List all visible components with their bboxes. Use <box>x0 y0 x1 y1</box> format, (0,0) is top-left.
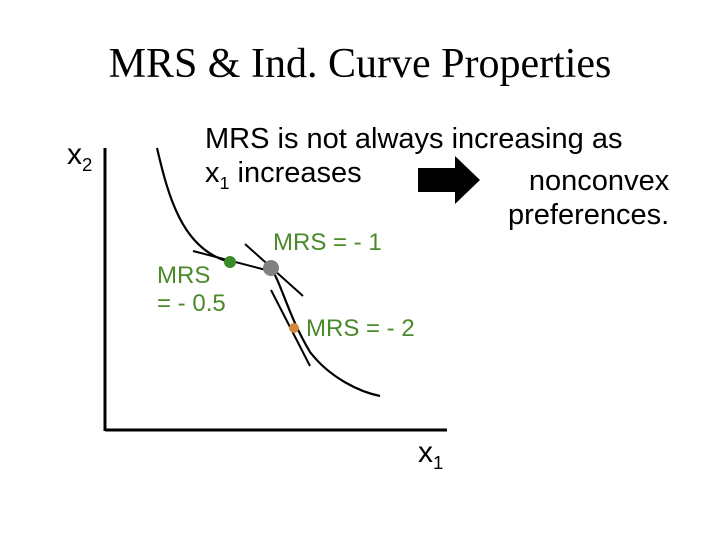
tangency-point-half <box>224 256 236 268</box>
mrs-label-half-line-2: = - 0.5 <box>157 290 226 317</box>
y-axis-subscript: 2 <box>82 154 93 175</box>
statement-var: x <box>205 157 220 189</box>
statement-var-subscript: 1 <box>219 172 230 193</box>
conclusion-line-1: nonconvex <box>528 165 670 197</box>
tangency-point-one <box>263 260 279 276</box>
mrs-label-one: MRS = - 1 <box>273 229 382 256</box>
y-axis-letter: x <box>67 138 82 171</box>
statement-line-1: MRS is not always increasing as <box>205 123 623 155</box>
mrs-label-half-line-1: MRS <box>157 262 211 289</box>
mrs-label-two: MRS = - 2 <box>306 315 415 342</box>
indifference-curve-segment-2 <box>271 268 380 396</box>
conclusion-line-2: preferences. <box>508 199 670 231</box>
x-axis-subscript: 1 <box>433 452 444 473</box>
x-axis-letter: x <box>418 436 433 469</box>
statement-line-2-rest: increases <box>229 157 362 189</box>
indifference-curve-segment-1 <box>157 148 230 262</box>
tangency-point-two <box>289 323 299 333</box>
slide-title: MRS & Ind. Curve Properties <box>108 41 612 87</box>
implies-arrow-icon <box>418 156 480 204</box>
